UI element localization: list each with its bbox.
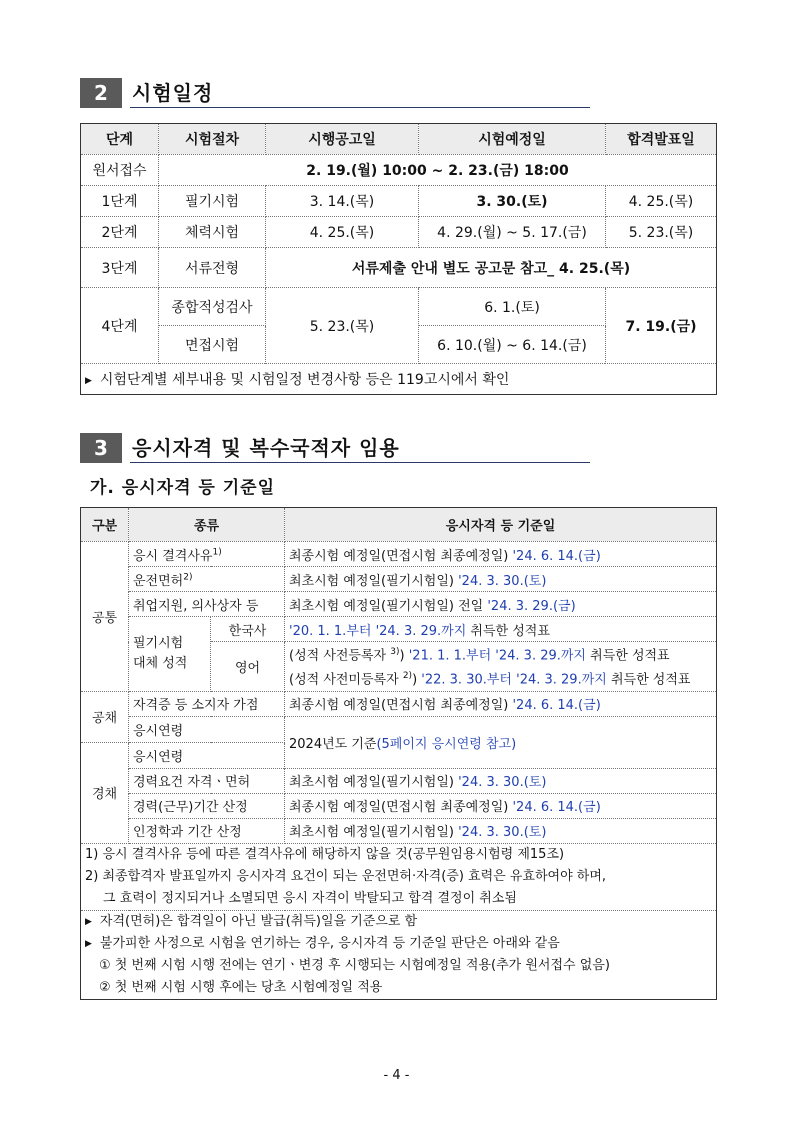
col-header: 응시자격 등 기준일: [285, 508, 717, 542]
col-header: 시행공고일: [266, 124, 419, 155]
table-row: [81, 793, 717, 818]
table-row: [81, 155, 717, 186]
subsection-title: 가. 응시자격 등 기준일: [90, 478, 276, 498]
table-row: [81, 288, 717, 326]
schedule-table: [80, 123, 717, 395]
table-row: [81, 542, 717, 567]
stage-cell: 원서접수: [81, 155, 159, 186]
bullet-icon: ▶: [85, 938, 92, 949]
footnote-row: [81, 843, 717, 910]
table-row: [81, 248, 717, 288]
footnote-2: 2) 최종합격자 발표일까지 응시자격 요건이 되는 운전면허·자격(증) 효력은 유효하여야 하며,: [85, 868, 607, 884]
kind-cell: 자격증 등 소지자 가점: [129, 691, 285, 716]
procedure-cell: 면접시험: [159, 326, 266, 364]
table-row: [81, 567, 717, 592]
procedure-cell: 서류전형: [159, 248, 266, 288]
section-underline: [130, 107, 590, 108]
table-header-row: [81, 124, 717, 155]
table-row: [81, 617, 717, 642]
note-subitem: ① 첫 번째 시험 시행 전에는 연기ㆍ변경 후 시행되는 시험예정일 적용(추가 원서접수 없음): [99, 957, 610, 973]
procedure-cell: 종합적성검사: [159, 288, 266, 326]
kind-cell: 응시연령: [129, 742, 285, 768]
section-number: 2: [80, 78, 122, 108]
table-header-row: [81, 508, 717, 542]
procedure-cell: 필기시험: [159, 186, 266, 217]
category-cell: 경채: [81, 742, 129, 843]
kind-cell: 운전면허$^{2)}$: [129, 567, 285, 592]
table-note-row: [81, 364, 717, 395]
kind-cell: 경력(근무)기간 산정: [129, 793, 285, 818]
section-title: 응시자격 및 복수국적자 임용: [132, 436, 400, 460]
note-text: 시험단계별 세부내용 및 시험일정 변경사항 등은 119고시에서 확인: [99, 372, 510, 388]
category-cell: 공통: [81, 542, 129, 692]
table-row: [81, 592, 717, 617]
section-number: 3: [80, 433, 122, 463]
exam-date: 6. 10.(월) ~ 6. 14.(금): [419, 326, 606, 364]
col-header: 단계: [81, 124, 159, 155]
category-cell: 공채: [81, 691, 129, 742]
schedule-note: [81, 364, 717, 395]
exam-date: 4. 29.(월) ~ 5. 17.(금): [419, 217, 606, 248]
notice-date: 4. 25.(목): [266, 217, 419, 248]
application-period: 2. 19.(월) 10:00 ~ 2. 23.(금) 18:00: [159, 155, 717, 186]
table-row: [81, 691, 717, 716]
result-date: 7. 19.(금): [606, 288, 717, 364]
footnotes: [81, 843, 717, 910]
section-underline: [130, 462, 590, 463]
col-header: 구분: [81, 508, 129, 542]
kind-cell: 응시연령: [129, 716, 285, 742]
col-header: 합격발표일: [606, 124, 717, 155]
criteria-cell: (성적 사전등록자 $^{3)}$) '21. 1. 1.부터 '24. 3. 29.까지 취득한 성적표 (성적 사전미등록자 $^{2)}$) '22. 3. 30.부터 '24. 3. 29.까지 취득한 성적표: [285, 642, 717, 692]
table-row: [81, 818, 717, 843]
sub-kind-cell: 한국사: [211, 617, 285, 642]
criteria-cell: 2024년도 기준(5페이지 응시연령 참고): [285, 716, 717, 768]
criteria-cell: 최초시험 예정일(필기시험일) '24. 3. 30.(토): [285, 768, 717, 793]
kind-cell: 경력요건 자격ㆍ면허: [129, 768, 285, 793]
eligibility-table: [80, 507, 717, 1000]
notice-date: 3. 14.(목): [266, 186, 419, 217]
stage-cell: 2단계: [81, 217, 159, 248]
stage-cell: 3단계: [81, 248, 159, 288]
notes: [81, 910, 717, 999]
result-date: 5. 23.(목): [606, 217, 717, 248]
note-item: ▶ 불가피한 사정으로 시험을 연기하는 경우, 응시자격 등 기준일 판단은 아래와 같음: [85, 935, 560, 951]
note-row: [81, 910, 717, 999]
kind-cell: 응시 결격사유$^{1)}$: [129, 542, 285, 567]
criteria-cell: 최종시험 예정일(면접시험 최종예정일) '24. 6. 14.(금): [285, 542, 717, 567]
kind-cell: 인정학과 기간 산정: [129, 818, 285, 843]
criteria-cell: 최종시험 예정일(면접시험 최종예정일) '24. 6. 14.(금): [285, 691, 717, 716]
stage-cell: 1단계: [81, 186, 159, 217]
stage-cell: 4단계: [81, 288, 159, 364]
kind-cell: 필기시험 대체 성적: [129, 617, 211, 692]
criteria-cell: 최초시험 예정일(필기시험일) '24. 3. 30.(토): [285, 567, 717, 592]
exam-date: 6. 1.(토): [419, 288, 606, 326]
note-subitem: ② 첫 번째 시험 시행 후에는 당초 시험예정일 적용: [99, 979, 383, 995]
criteria-cell: 최초시험 예정일(필기시험일) 전일 '24. 3. 29.(금): [285, 592, 717, 617]
criteria-cell: '20. 1. 1.부터 '24. 3. 29.까지 취득한 성적표: [285, 617, 717, 642]
col-header: 시험예정일: [419, 124, 606, 155]
criteria-cell: 최종시험 예정일(면접시험 최종예정일) '24. 6. 14.(금): [285, 793, 717, 818]
procedure-cell: 체력시험: [159, 217, 266, 248]
note-item: ▶ 자격(면허)은 합격일이 아닌 발급(취득)일을 기준으로 함: [85, 913, 418, 929]
footnote-2-cont: 그 효력이 정지되거나 소멸되면 응시 자격이 박탈되고 합격 결정이 취소됨: [103, 890, 517, 906]
sub-kind-cell: 영어: [211, 642, 285, 692]
table-row: [81, 217, 717, 248]
table-row: [81, 716, 717, 742]
notice-date: 5. 23.(목): [266, 288, 419, 364]
bullet-icon: ▶: [85, 376, 92, 386]
exam-date: 3. 30.(토): [419, 186, 606, 217]
col-header: 종류: [129, 508, 285, 542]
kind-cell: 취업지원, 의사상자 등: [129, 592, 285, 617]
criteria-cell: 최초시험 예정일(필기시험일) '24. 3. 30.(토): [285, 818, 717, 843]
footnote-1: 1) 응시 결격사유 등에 따른 결격사유에 해당하지 않을 것(공무원임용시험령 제15조): [85, 846, 565, 862]
table-row: [81, 186, 717, 217]
document-screening-note: 서류제출 안내 별도 공고문 참고_ 4. 25.(목): [266, 248, 717, 288]
page-number: - 4 -: [383, 1068, 410, 1083]
table-row: [81, 768, 717, 793]
result-date: 4. 25.(목): [606, 186, 717, 217]
section-title: 시험일정: [132, 81, 214, 105]
col-header: 시험절차: [159, 124, 266, 155]
bullet-icon: ▶: [85, 916, 92, 927]
